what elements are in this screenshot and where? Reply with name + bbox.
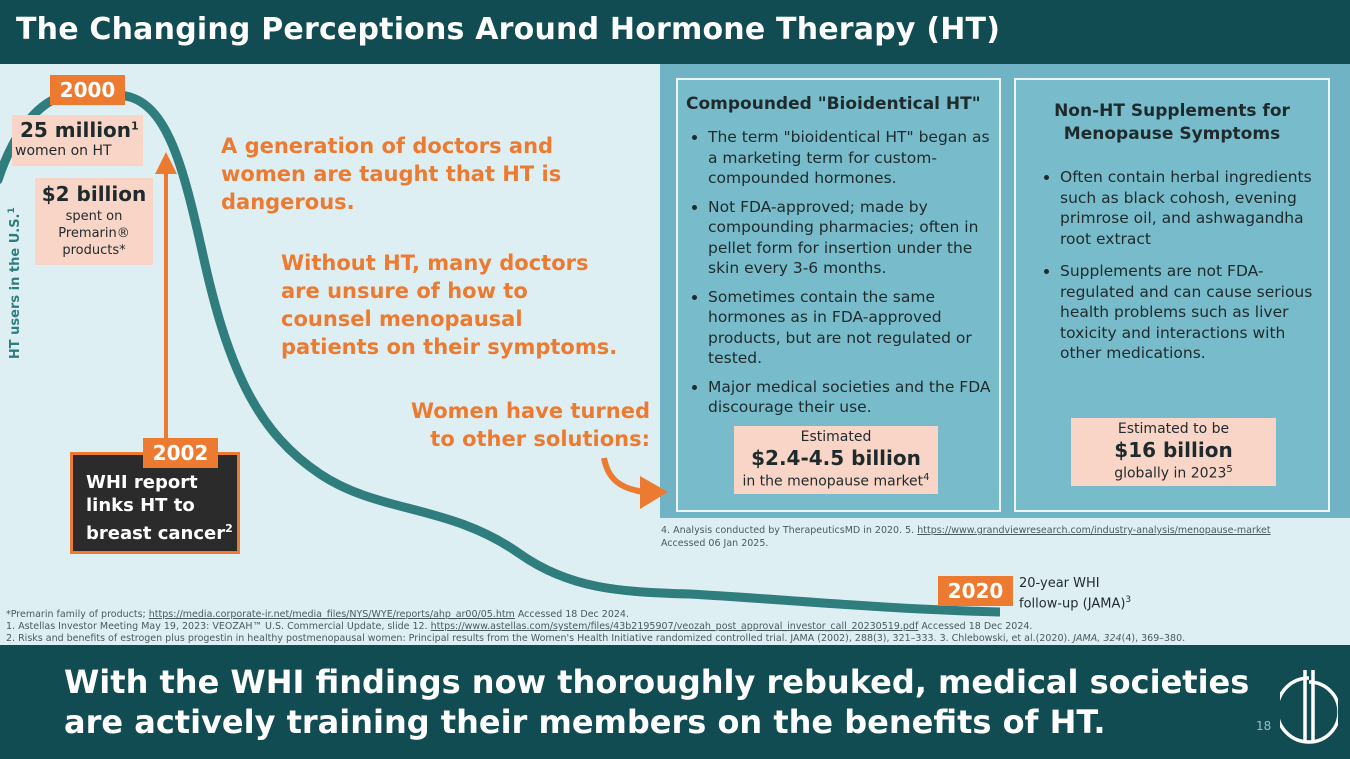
- stat-2-billion-label: spent on Premarin® products*: [58, 209, 130, 258]
- bottom-message: With the WHI findings now thoroughly rebuked, medical societies are actively training their members on the benefits of HT.: [64, 663, 1250, 741]
- stat-2-billion: [35, 178, 153, 265]
- company-logo-icon: [1280, 668, 1338, 746]
- box2-stat: Estimated to be $16 billion globally in 2023$^5$: [1071, 418, 1276, 486]
- stat-25-million-value: 25 million$^1$: [20, 118, 139, 142]
- box1-bullet-list: [688, 127, 993, 426]
- box1-title: Compounded "Bioidentical HT": [686, 94, 981, 114]
- footnote-premarin: *Premarin family of products; https://media.corporate-ir.net/media_files/NYS/WYE/reports/ahp_ar00/05.htm Accessed 18 Dec 2024.: [6, 609, 629, 620]
- stat-25-million: [12, 115, 143, 166]
- whi-report-text: WHI report links HT to breast cancer$^2$: [86, 472, 233, 544]
- footnote-link[interactable]: https://media.corporate-ir.net/media_files/NYS/WYE/reports/ahp_ar00/05.htm: [148, 609, 515, 620]
- footnote-link[interactable]: https://www.grandviewresearch.com/industry-analysis/menopause-market: [917, 525, 1271, 536]
- stat-25-million-label: women on HT: [15, 143, 112, 159]
- slide-title: The Changing Perceptions Around Hormone Therapy (HT): [16, 12, 1001, 47]
- box2-title: Non-HT Supplements for Menopause Symptoms: [1054, 101, 1290, 144]
- box1-bullet: • Not FDA-approved; made by compounding pharmacies; often in pellet form for insertion under the skin every 3-6 months.: [708, 197, 993, 279]
- box1-stat: Estimated $2.4-4.5 billion in the menopause market$^4$: [734, 426, 938, 494]
- curved-arrow-head: [640, 476, 668, 509]
- footnote-right-2: Accessed 06 Jan 2025.: [661, 538, 769, 549]
- stat-2-billion-value: $2 billion: [41, 182, 147, 206]
- box1-bullet: • The term "bioidentical HT" began as a marketing term for custom-compounded hormones.: [708, 127, 993, 189]
- box2-bullet: • Supplements are not FDA-regulated and can cause serious health problems such as liver toxicity and interactions with other medications.: [1060, 261, 1330, 364]
- footnote-2-3: 2. Risks and benefits of estrogen plus progestin in healthy postmenopausal women: Principal results from the Women's Health Initiative randomized controlled trial. JAMA (2002), 288(3), 321–333. 3. Chlebowski, et al.(2020). JAMA, 324(4), 369–380.: [6, 633, 1186, 644]
- footnote-1: 1. Astellas Investor Meeting May 19, 2023: VEOZAH™ U.S. Commercial Update, slide 12. https://www.astellas.com/system/files/43b2195907/veozah_post_approval_investor_call_20230519.pdf Accessed 18 Dec 2024.: [6, 621, 1033, 632]
- box2-bullet-list: [1040, 167, 1330, 372]
- message-without-ht: Without HT, many doctors are unsure of how to counsel menopausal patients on their symptoms.: [281, 251, 618, 359]
- footnote-link[interactable]: https://www.astellas.com/system/files/43b2195907/veozah_post_approval_investor_call_20230519.pdf: [430, 621, 919, 632]
- curved-arrow-line: [604, 458, 645, 492]
- year-2002-tag: 2002: [143, 438, 218, 468]
- message-generation: A generation of doctors and women are taught that HT is dangerous.: [221, 134, 562, 214]
- message-women-turned: Women have turned to other solutions:: [410, 399, 650, 451]
- box1-bullet: • Sometimes contain the same hormones as in FDA-approved products, but are not regulated or tested.: [708, 287, 993, 369]
- y-axis-label: HT users in the U.S.$^1$: [6, 207, 24, 360]
- followup-label: 20-year WHI follow-up (JAMA)$^3$: [1019, 576, 1132, 612]
- box2-bullet: • Often contain herbal ingredients such as black cohosh, evening primrose oil, and ashwagandha root extract: [1060, 167, 1330, 249]
- non-ht-supplements-box: [1014, 78, 1330, 512]
- footnote-right-1: 4. Analysis conducted by TherapeuticsMD in 2020. 5. https://www.grandviewresearch.com/industry-analysis/menopause-market: [661, 525, 1271, 536]
- year-2020-tag: 2020: [938, 576, 1013, 606]
- page-number: 18: [1256, 719, 1272, 733]
- compounded-bioidentical-box: [676, 78, 1001, 512]
- year-2000-tag: 2000: [50, 75, 125, 105]
- box1-bullet: • Major medical societies and the FDA discourage their use.: [708, 377, 993, 418]
